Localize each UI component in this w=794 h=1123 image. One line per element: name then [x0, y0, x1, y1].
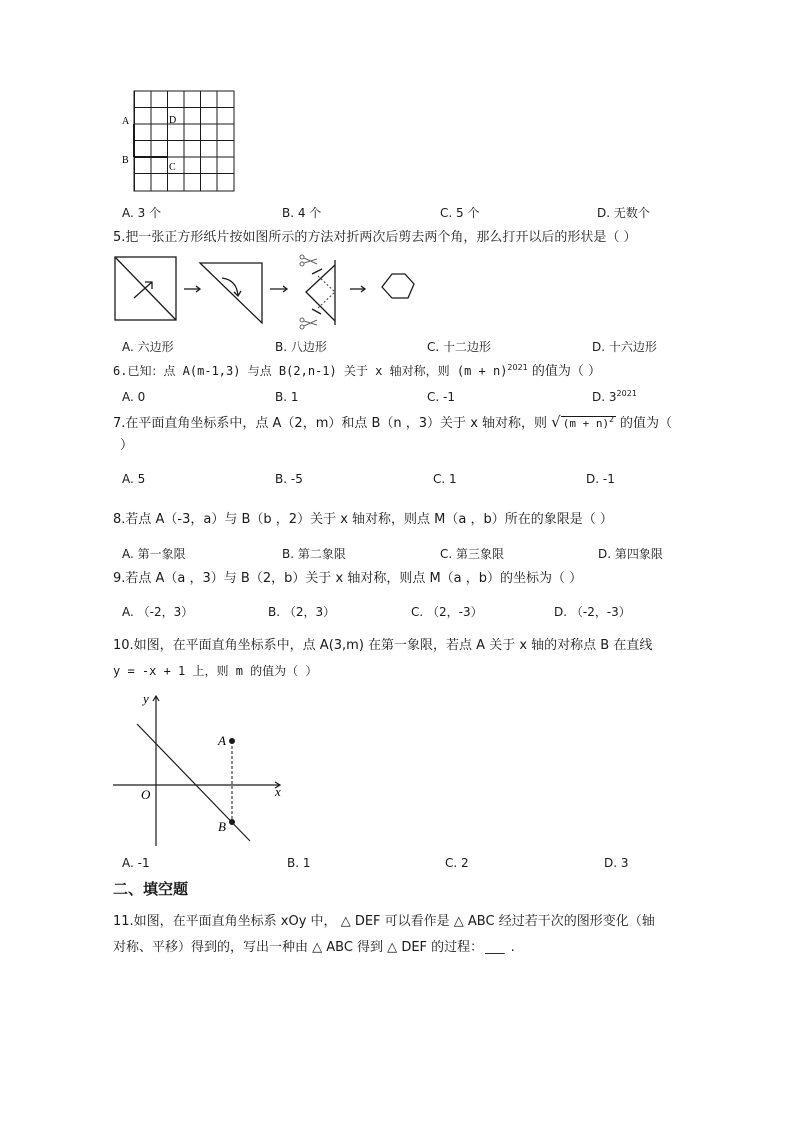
grid-figure — [118, 88, 240, 194]
q8-option-c[interactable]: C. 第三象限 — [440, 547, 505, 561]
axis-label-x: x — [275, 784, 281, 799]
q5-option-d[interactable]: D. 十六边形 — [592, 340, 657, 354]
coordinate-figure — [110, 690, 290, 850]
q7-option-d[interactable]: D. -1 — [586, 472, 615, 486]
q6-stem-prefix: 6.已知：点 A(m-1,3) 与点 B(2,n-1) 关于 x 轴对称，则 (m + n) — [113, 364, 508, 378]
section-title-fill-in: 二、填空题 — [113, 880, 189, 898]
q8-option-b[interactable]: B. 第二象限 — [282, 547, 346, 561]
q7-stem-line2: ） — [120, 438, 134, 453]
point-a — [229, 738, 235, 744]
grid-label-b: B — [122, 155, 129, 166]
q6-option-b[interactable]: B. 1 — [275, 390, 299, 404]
q7-stem-suffix: 的值为（ — [620, 416, 673, 431]
q7-option-b[interactable]: B. -5 — [275, 472, 303, 486]
q7-stem: 7.在平面直角坐标系中，点 A（2，m）和点 B（n ，3）关于 x 轴对称，则 √ $(m + n)^2$ 的值为（ — [113, 413, 673, 431]
q11-answer-blank[interactable]: ___ — [485, 940, 505, 955]
q5-option-c[interactable]: C. 十二边形 — [427, 340, 492, 354]
q7-option-a[interactable]: A. 5 — [122, 472, 146, 486]
grid-label-d: D — [169, 115, 177, 126]
q10-option-c[interactable]: C. 2 — [445, 856, 469, 870]
grid-label-c: C — [169, 162, 176, 173]
q7-radicand: (m + n) — [562, 417, 610, 430]
q6-option-d-base: D. 3 — [592, 390, 617, 404]
q6-exponent: 2021 — [507, 363, 528, 372]
q5-option-b[interactable]: B. 八边形 — [275, 340, 327, 354]
q8-option-d[interactable]: D. 第四象限 — [598, 547, 663, 561]
q9-option-a[interactable]: A. （-2，3） — [122, 605, 194, 619]
q10-option-b[interactable]: B. 1 — [287, 856, 311, 870]
q4-option-b[interactable]: B. 4 个 — [282, 206, 322, 220]
origin-label: O — [141, 787, 151, 802]
q6-stem-suffix: 的值为（ ） — [527, 364, 602, 379]
q9-option-c[interactable]: C. （2，-3） — [411, 605, 483, 619]
q10-stem-line2: y = -x + 1 上，则 m 的值为（ ） — [113, 664, 318, 678]
q5-option-a[interactable]: A. 六边形 — [122, 340, 174, 354]
q8-stem: 8.若点 A（-3，a）与 B（b ，2）关于 x 轴对称，则点 M（a ，b）所在的象限是（ ） — [113, 512, 613, 527]
q4-option-d[interactable]: D. 无数个 — [597, 206, 650, 220]
q11-stem-end: . — [510, 940, 515, 955]
q9-stem: 9.若点 A（a ，3）与 B（2，b）关于 x 轴对称，则点 M（a ，b）的坐标为（ ） — [113, 571, 583, 586]
q10-stem-line1: 10.如图，在平面直角坐标系中，点 A(3,m) 在第一象限，若点 A 关于 x 轴的对称点 B 在直线 — [113, 638, 653, 653]
q6-stem — [113, 363, 601, 380]
q9-option-d[interactable]: D. （-2，-3） — [554, 605, 631, 619]
fold-cut-figure — [112, 252, 422, 330]
q11-stem-line1: 11.如图，在平面直角坐标系 xOy 中， △ DEF 可以看作是 △ ABC 经过若干次的图形变化（轴 — [113, 914, 655, 929]
scissors-icon — [300, 255, 317, 329]
q10-option-a[interactable]: A. -1 — [122, 856, 150, 870]
q8-option-a[interactable]: A. 第一象限 — [122, 547, 186, 561]
point-a-label: A — [218, 733, 226, 748]
point-b — [229, 819, 235, 825]
q6-option-d[interactable] — [592, 390, 637, 404]
q4-option-a[interactable]: A. 3 个 — [122, 206, 162, 220]
q7-radicand-exponent: 2 — [609, 415, 614, 424]
axis-label-y: y — [143, 691, 149, 706]
q10-option-d[interactable]: D. 3 — [604, 856, 629, 870]
grid-label-a: A — [122, 116, 130, 127]
q6-option-d-exponent: 2021 — [616, 389, 637, 398]
q5-stem: 5.把一张正方形纸片按如图所示的方法对折两次后剪去两个角，那么打开以后的形状是（ ） — [113, 230, 637, 245]
q9-option-b[interactable]: B. （2，3） — [268, 605, 336, 619]
q6-option-c[interactable]: C. -1 — [427, 390, 455, 404]
q4-option-c[interactable]: C. 5 个 — [440, 206, 480, 220]
q11-stem-line2 — [113, 940, 515, 956]
q7-option-c[interactable]: C. 1 — [433, 472, 457, 486]
q6-option-a[interactable]: A. 0 — [122, 390, 146, 404]
q11-stem-line2-text: 对称、平移）得到的，写出一种由 △ ABC 得到 △ DEF 的过程： — [113, 940, 484, 955]
q7-stem-prefix: 7.在平面直角坐标系中，点 A（2，m）和点 B（n ，3）关于 x 轴对称，则 — [113, 416, 548, 431]
point-b-label: B — [218, 819, 226, 834]
